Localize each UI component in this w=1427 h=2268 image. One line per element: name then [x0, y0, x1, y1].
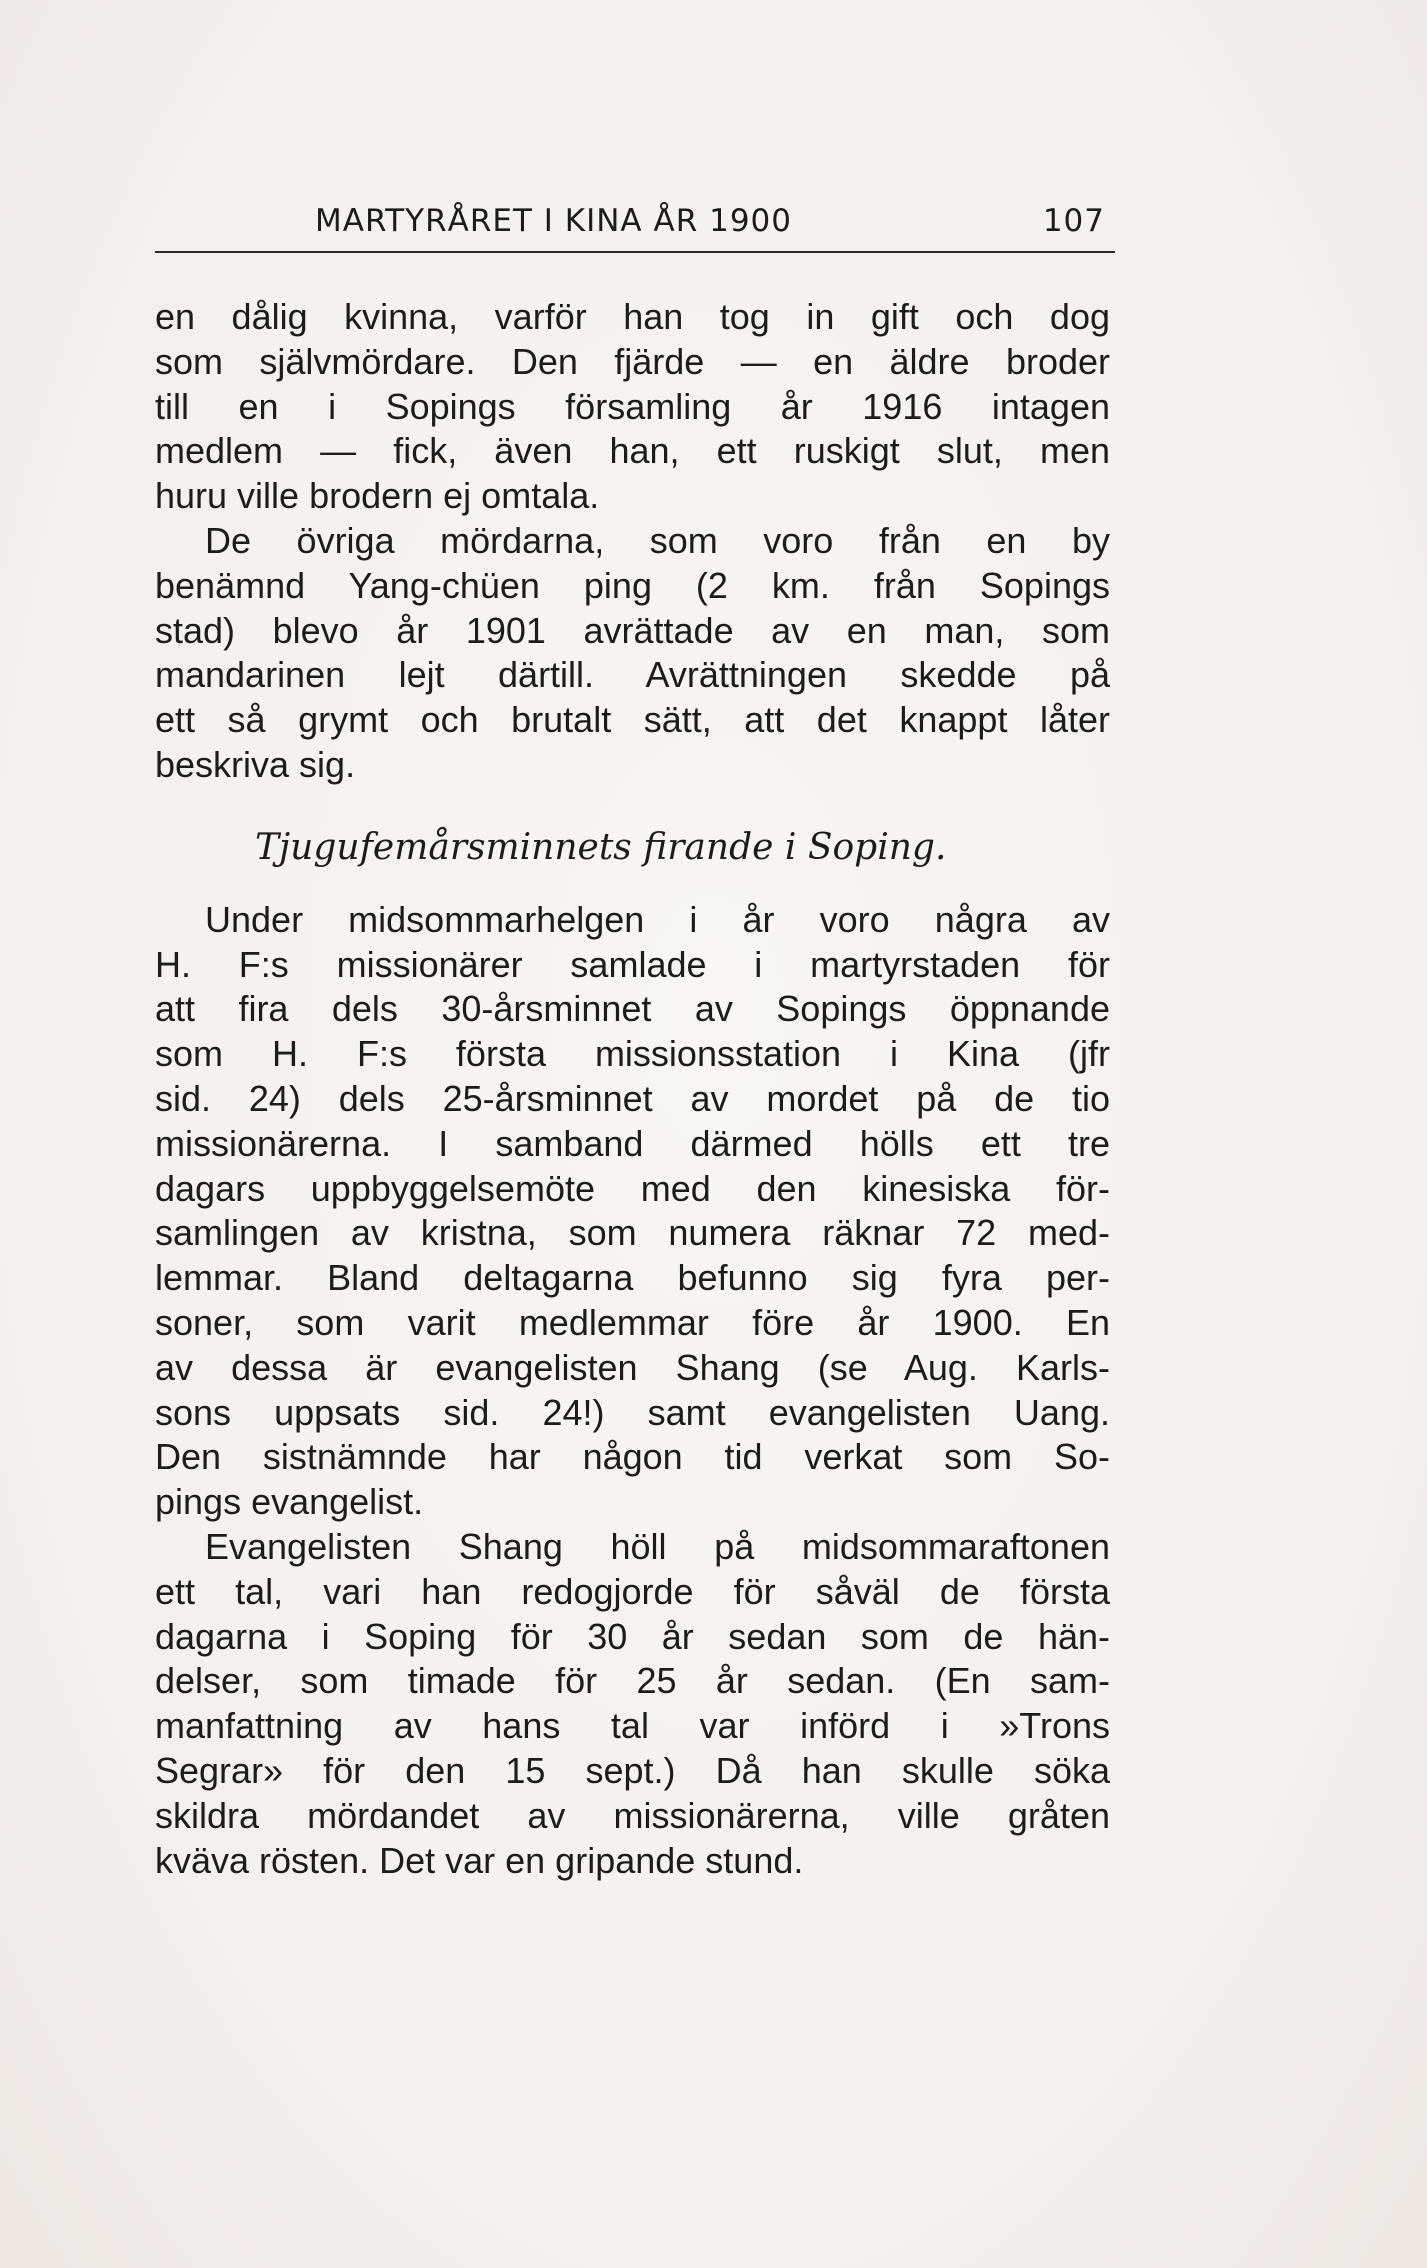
text-line: ett tal, vari han redogjorde för såväl de första [155, 1570, 1110, 1612]
text-line: sid. 24) dels 25-årsminnet av mordet på de tio [155, 1077, 1110, 1119]
text-line: stad) blevo år 1901 avrättade av en man, som [155, 609, 1110, 651]
text-line: Segrar» för den 15 sept.) Då han skulle söka [155, 1749, 1110, 1791]
text-line: Den sistnämnde har någon tid verkat som So- [155, 1436, 1110, 1478]
text-line: H. F:s missionärer samlade i martyrstaden för [155, 943, 1110, 985]
text-line: lemmar. Bland deltagarna befunno sig fyra per- [155, 1257, 1110, 1299]
text-line: soner, som varit medlemmar före år 1900. En [155, 1301, 1110, 1343]
paragraph-4 [155, 1525, 1110, 1883]
text-line: kväva rösten. Det var en gripande stund. [155, 1839, 804, 1881]
text-line: till en i Sopings församling år 1916 intagen [155, 385, 1110, 427]
paragraph-2 [155, 519, 1110, 788]
running-head-title: MARTYRÅRET I KINA ÅR 1900 [315, 203, 792, 239]
running-head [155, 203, 1115, 247]
text-line: missionärerna. I samband därmed hölls ett tre [155, 1122, 1110, 1164]
text-line: beskriva sig. [155, 743, 356, 785]
paragraph-1 [155, 295, 1110, 519]
text-line: manfattning av hans tal var införd i »Trons [155, 1705, 1110, 1747]
text-line: medlem — fick, även han, ett ruskigt slut, men [155, 430, 1110, 472]
header-rule [155, 251, 1115, 253]
text-line: skildra mördandet av missionärerna, ville gråten [155, 1794, 1110, 1836]
text-line: som självmördare. Den fjärde — en äldre broder [155, 340, 1110, 382]
text-line: pings evangelist. [155, 1481, 424, 1523]
text-line: benämnd Yang-chüen ping (2 km. från Sopings [155, 564, 1110, 606]
text-line: samlingen av kristna, som numera räknar 72 med- [155, 1212, 1110, 1254]
text-line: av dessa är evangelisten Shang (se Aug. Karls- [155, 1346, 1110, 1388]
paragraph-3 [155, 898, 1110, 1525]
text-line: dagars uppbyggelsemöte med den kinesiska för- [155, 1167, 1110, 1209]
page-number: 107 [1042, 203, 1105, 239]
text-line: De övriga mördarna, som voro från en by [205, 519, 1110, 561]
text-line: Evangelisten Shang höll på midsommaraftonen [205, 1525, 1110, 1567]
body-text [155, 295, 1110, 1883]
text-line: att fira dels 30-årsminnet av Sopings öppnande [155, 988, 1110, 1030]
text-line: sons uppsats sid. 24!) samt evangelisten Uang. [155, 1391, 1110, 1433]
text-line: huru ville brodern ej omtala. [155, 475, 600, 517]
text-line: en dålig kvinna, varför han tog in gift och dog [155, 296, 1110, 337]
text-line: ett så grymt och brutalt sätt, att det knappt låter [155, 699, 1110, 741]
text-line: mandarinen lejt därtill. Avrättningen skedde på [155, 654, 1110, 696]
text-line: delser, som timade för 25 år sedan. (En sam- [155, 1660, 1110, 1702]
text-line: som H. F:s första missionsstation i Kina (jfr [155, 1033, 1110, 1075]
text-line: Under midsommarhelgen i år voro några av [205, 898, 1110, 940]
text-line: dagarna i Soping för 30 år sedan som de hän- [155, 1615, 1110, 1657]
section-heading: Tjugufemårsminnets firande i Soping. [255, 826, 947, 868]
